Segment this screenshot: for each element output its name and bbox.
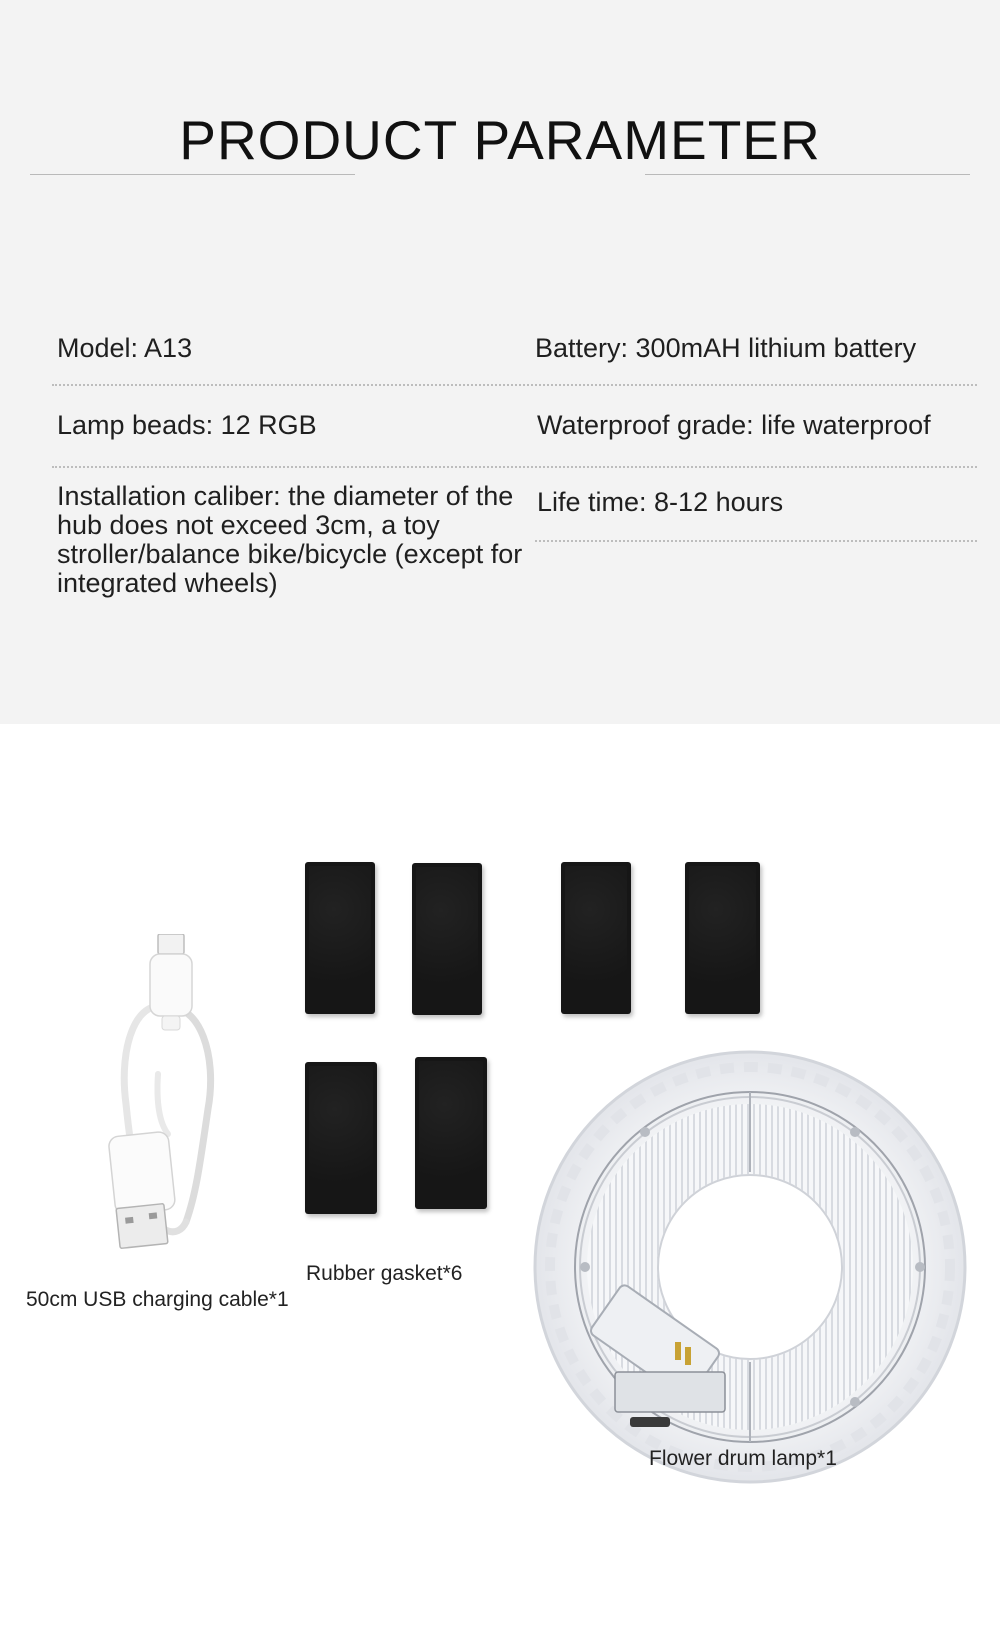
spec-life-time: Life time: 8-12 hours (537, 487, 784, 517)
divider (52, 466, 977, 468)
lamp-caption: Flower drum lamp*1 (649, 1447, 837, 1470)
spec-waterproof: Waterproof grade: life waterproof (537, 410, 931, 440)
product-parameter-section (0, 0, 1000, 724)
title-rule-right (645, 174, 970, 175)
flower-drum-lamp-image (525, 1042, 975, 1492)
gasket (415, 1057, 487, 1209)
title-rule-left (30, 174, 355, 175)
usb-cable-image (98, 934, 228, 1254)
gasket (561, 862, 631, 1014)
spec-installation: Installation caliber: the diameter of the hub does not exceed 3cm, a toy stroller/balance bike/bicycle (except for integrated wheels) (57, 481, 523, 598)
divider (535, 540, 977, 542)
spec-battery: Battery: 300mAH lithium battery (535, 333, 917, 363)
gasket-caption: Rubber gasket*6 (306, 1262, 463, 1285)
spec-model: Model: A13 (57, 333, 193, 363)
gasket (685, 862, 760, 1014)
package-contents-section (0, 724, 1000, 1635)
gasket (412, 863, 482, 1015)
gasket (305, 862, 375, 1014)
gasket (305, 1062, 377, 1214)
page-title: PRODUCT PARAMETER (179, 109, 821, 171)
usb-cable-caption: 50cm USB charging cable*1 (26, 1288, 289, 1311)
divider (52, 384, 977, 386)
spec-lamp-beads: Lamp beads: 12 RGB (57, 410, 317, 440)
